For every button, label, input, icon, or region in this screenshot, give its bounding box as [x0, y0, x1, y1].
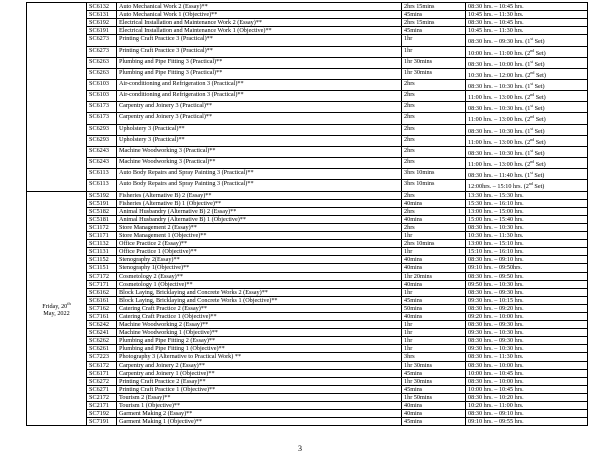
exam-time: 10:00 hrs. – 10:45 hrs.: [466, 369, 588, 377]
subject-code: SC5191: [87, 199, 117, 207]
subject-name: Auto Body Repairs and Spray Painting 3 (Practical)**: [117, 180, 402, 191]
subject-code: SC5192: [87, 191, 117, 199]
exam-time: 15:00 hrs. – 15:40 hrs.: [466, 215, 588, 223]
subject-code: SC6171: [87, 369, 117, 377]
exam-duration: 2hrs: [402, 91, 466, 102]
table-row: [27, 124, 588, 135]
set-ordinal: st: [530, 147, 534, 153]
subject-code: SC1152: [87, 256, 117, 264]
subject-name: Block Laying, Bricklaying and Concrete Works 1 (Objective)**: [117, 296, 402, 304]
table-row: [27, 361, 588, 369]
page-number: 3: [298, 444, 302, 453]
table-row: [27, 377, 588, 385]
exam-duration: 2hrs: [402, 135, 466, 146]
exam-time: 09:10 hrs. – 09:50hrs.: [466, 264, 588, 272]
subject-name: Stenography 2(Essay)**: [117, 256, 402, 264]
exam-time: 09:10 hrs. – 09:55 hrs.: [466, 418, 588, 426]
exam-time: 13:30 hrs. – 15:30 hrs.: [466, 191, 588, 199]
subject-code: SC6261: [87, 345, 117, 353]
exam-duration: 3hrs 10mins: [402, 169, 466, 180]
exam-duration: 2hrs: [402, 158, 466, 169]
exam-duration: 1hr 20mins: [402, 272, 466, 280]
set-label: Set): [534, 94, 546, 102]
table-row: [27, 304, 588, 312]
subject-name: Store Management 2 (Essay)**: [117, 223, 402, 231]
blank-date-cell: [27, 3, 87, 192]
exam-time: 15:10 hrs. – 16:10 hrs.: [466, 248, 588, 256]
set-label: Set): [533, 127, 545, 135]
table-row: [27, 393, 588, 401]
exam-time: 09:20 hrs. – 10:00 hrs.: [466, 312, 588, 320]
subject-code: SC6162: [87, 288, 117, 296]
exam-duration: 2hrs: [402, 113, 466, 124]
exam-time: 10:30 hrs. – 11:30 hrs.: [466, 232, 588, 240]
subject-code: SC6293: [87, 135, 117, 146]
subject-code: SC1172: [87, 223, 117, 231]
subject-name: Printing Craft Practice 3 (Practical)**: [117, 35, 402, 46]
set-ordinal: nd: [530, 136, 535, 142]
table-row: [27, 418, 588, 426]
subject-code: SC6173: [87, 113, 117, 124]
table-row: [27, 191, 588, 199]
exam-time: 13:00 hrs. – 15:10 hrs.: [466, 240, 588, 248]
subject-name: Plumbing and Pipe Fitting 3 (Practical)**: [117, 57, 402, 68]
subject-code: SC7192: [87, 410, 117, 418]
subject-name: Electrical Installation and Maintenance Work 1 (Objective)**: [117, 27, 402, 35]
exam-duration: 40mins: [402, 280, 466, 288]
exam-time: 09:30 hrs. – 10:30 hrs.: [466, 329, 588, 337]
exam-time: 08:30 hrs. – 10:00 hrs.: [466, 377, 588, 385]
set-label: Set): [534, 116, 546, 124]
subject-name: Upholstery 3 (Practical)**: [117, 124, 402, 135]
table-row: [27, 337, 588, 345]
exam-duration: 45mins: [402, 385, 466, 393]
exam-duration: 1hr: [402, 46, 466, 57]
table-row: [27, 207, 588, 215]
date-cell: [27, 191, 87, 426]
exam-duration: 2hrs 15mins: [402, 3, 466, 11]
table-row: [27, 329, 588, 337]
exam-duration: 1hr: [402, 337, 466, 345]
subject-code: SC6131: [87, 11, 117, 19]
exam-duration: 1hr: [402, 288, 466, 296]
exam-time: [466, 57, 588, 68]
table-row: [27, 180, 588, 191]
subject-name: Tourism 1 (Objective)**: [117, 402, 402, 410]
table-row: [27, 35, 588, 46]
exam-time: [466, 80, 588, 91]
date-suffix: th: [67, 300, 71, 306]
subject-name: Animal Husbandry (Alternative B) 1 (Objective)**: [117, 215, 402, 223]
exam-duration: 1hr 30mins: [402, 57, 466, 68]
exam-time-text: 11:00 hrs. – 13:00 hrs. (2: [468, 116, 531, 124]
subject-name: Catering Craft Practice 2 (Essay)**: [117, 304, 402, 312]
table-row: [27, 3, 588, 11]
exam-duration: 1hr 30mins: [402, 361, 466, 369]
exam-duration: 2hrs: [402, 124, 466, 135]
exam-time: 08:30 hrs. – 09:10 hrs.: [466, 410, 588, 418]
subject-code: SC6263: [87, 68, 117, 79]
table-row: [27, 169, 588, 180]
set-ordinal: st: [530, 125, 534, 131]
set-ordinal: nd: [530, 159, 535, 165]
set-ordinal: nd: [530, 92, 535, 98]
subject-code: SC6113: [87, 180, 117, 191]
subject-code: SC6262: [87, 337, 117, 345]
exam-duration: 40mins: [402, 264, 466, 272]
exam-duration: 1hr: [402, 345, 466, 353]
exam-time: 08:30 hrs. – 09:50 hrs.: [466, 272, 588, 280]
table-row: [27, 264, 588, 272]
subject-name: Printing Craft Practice 1 (Objective)**: [117, 385, 402, 393]
set-ordinal: st: [530, 81, 534, 86]
subject-name: Printing Craft Practice 3 (Practical)**: [117, 46, 402, 57]
subject-code: SC6242: [87, 321, 117, 329]
exam-duration: 2hrs 15mins: [402, 19, 466, 27]
set-ordinal: st: [530, 103, 534, 109]
exam-time-text: 10:30 hrs. – 12:00 hrs. (2: [468, 71, 531, 79]
exam-time: 08:30 hrs. – 09:10 hrs.: [466, 256, 588, 264]
subject-name: Fisheries (Alternative B) 2 (Essay)**: [117, 191, 402, 199]
exam-time: [466, 135, 588, 146]
exam-time-text: 08:30 hrs. – 09:30 hrs. (1: [468, 38, 531, 46]
subject-code: SC6273: [87, 46, 117, 57]
exam-time-text: 08:30 hrs. – 10:30 hrs. (1: [468, 127, 531, 135]
set-ordinal: nd: [530, 47, 535, 53]
subject-code: SC6272: [87, 377, 117, 385]
exam-duration: 40mins: [402, 402, 466, 410]
table-row: [27, 68, 588, 79]
subject-name: Plumbing and Pipe Fitting 3 (Practical)**: [117, 68, 402, 79]
exam-time-text: 10:00 hrs. – 11:00 hrs. (2: [468, 49, 531, 57]
exam-time: [466, 102, 588, 113]
set-ordinal: nd: [530, 69, 535, 75]
subject-code: SC2172: [87, 393, 117, 401]
table-row: [27, 11, 588, 19]
table-row: [27, 321, 588, 329]
exam-duration: 40mins: [402, 410, 466, 418]
table-row: [27, 280, 588, 288]
subject-code: SC6243: [87, 158, 117, 169]
exam-duration: 45mins: [402, 11, 466, 19]
set-label: Set): [532, 172, 545, 180]
subject-name: Carpentry and Joinery 3 (Practical)**: [117, 113, 402, 124]
exam-time: [466, 169, 588, 180]
subject-name: Cosmetology 2 (Essay)**: [117, 272, 402, 280]
exam-time: 09:50 hrs. – 10:30 hrs.: [466, 280, 588, 288]
exam-time: [466, 180, 588, 191]
subject-code: SC6191: [87, 27, 117, 35]
exam-duration: 40mins: [402, 312, 466, 320]
table-row: [27, 288, 588, 296]
subject-code: SC6263: [87, 57, 117, 68]
table-row: [27, 240, 588, 248]
table-row: [27, 232, 588, 240]
subject-name: Block Laying, Bricklaying and Concrete Works 2 (Essay)**: [117, 288, 402, 296]
exam-time: 08:30 hrs. – 09:30 hrs.: [466, 321, 588, 329]
exam-duration: 45mins: [402, 296, 466, 304]
exam-time: 08:30 hrs. – 10:30 hrs.: [466, 223, 588, 231]
table-row: [27, 19, 588, 27]
subject-code: SC6132: [87, 3, 117, 11]
subject-name: Cosmetology 1 (Objective)**: [117, 280, 402, 288]
exam-time: [466, 124, 588, 135]
exam-time: [466, 35, 588, 46]
exam-time-text: 11:00 hrs. – 13:00 hrs. (2: [468, 94, 531, 102]
table-row: [27, 248, 588, 256]
exam-duration: 2hrs: [402, 146, 466, 157]
subject-code: SC7161: [87, 312, 117, 320]
table-row: [27, 312, 588, 320]
subject-code: SC1131: [87, 248, 117, 256]
subject-code: SC6243: [87, 146, 117, 157]
exam-time: 08:30 hrs. – 10:45 hrs.: [466, 19, 588, 27]
subject-code: SC6271: [87, 385, 117, 393]
subject-name: Plumbing and Pipe Fitting 1 (Objective)**: [117, 345, 402, 353]
table-row: [27, 102, 588, 113]
subject-code: SC5181: [87, 215, 117, 223]
exam-duration: 40mins: [402, 199, 466, 207]
table-row: [27, 296, 588, 304]
exam-duration: 2hrs: [402, 191, 466, 199]
exam-duration: 45mins: [402, 369, 466, 377]
subject-name: Machine Woodworking 1 (Objective)**: [117, 329, 402, 337]
subject-name: Office Practice 1 (Objective)**: [117, 248, 402, 256]
exam-duration: 1hr: [402, 248, 466, 256]
set-label: Set): [533, 38, 545, 46]
subject-name: Machine Woodworking 3 (Practical)**: [117, 158, 402, 169]
subject-code: SC6273: [87, 35, 117, 46]
subject-code: SC7162: [87, 304, 117, 312]
subject-code: SC2171: [87, 402, 117, 410]
exam-duration: 40mins: [402, 215, 466, 223]
set-label: Set): [533, 150, 545, 157]
exam-time-text: 12:00hrs. – 15:10 hrs. (2: [468, 183, 529, 191]
subject-name: Upholstery 3 (Practical)**: [117, 135, 402, 146]
exam-time-text: 08:30 hrs. – 10:30 hrs. (1: [468, 150, 531, 157]
exam-time-text: 08:30 hrs. – 10:00 hrs. (1: [468, 60, 531, 68]
exam-time-text: 11:00 hrs. – 13:00 hrs. (2: [468, 161, 531, 169]
exam-duration: 2hrs: [402, 80, 466, 91]
exam-time: [466, 68, 588, 79]
table-row: [27, 369, 588, 377]
exam-time: 09:30 hrs. – 10:30 hrs.: [466, 345, 588, 353]
exam-duration: 1hr 30mins: [402, 68, 466, 79]
date-day: Friday, 20: [42, 302, 68, 310]
table-row: [27, 57, 588, 68]
subject-name: Stenography 1(Objective)**: [117, 264, 402, 272]
exam-time: 08:30 hrs. – 10:00 hrs.: [466, 361, 588, 369]
exam-duration: 45mins: [402, 418, 466, 426]
exam-duration: 1hr: [402, 232, 466, 240]
subject-code: SC6103: [87, 91, 117, 102]
subject-code: SC6113: [87, 169, 117, 180]
subject-name: Animal Husbandry (Alternative B) 2 (Essay)**: [117, 207, 402, 215]
table-row: [27, 27, 588, 35]
set-label: Set): [533, 83, 545, 91]
exam-time: 15:30 hrs. – 16:10 hrs.: [466, 199, 588, 207]
subject-code: SC6241: [87, 329, 117, 337]
table-row: [27, 272, 588, 280]
subject-name: Garment Making 2 (Essay)**: [117, 410, 402, 418]
subject-name: Auto Mechanical Work 2 (Essay)**: [117, 3, 402, 11]
subject-name: Air-conditioning and Refrigeration 3 (Practical)**: [117, 91, 402, 102]
subject-code: SC7171: [87, 280, 117, 288]
exam-duration: 1hr 30mins: [402, 377, 466, 385]
set-label: Set): [534, 138, 546, 146]
table-row: [27, 353, 588, 361]
exam-time: [466, 46, 588, 57]
subject-code: SC1171: [87, 232, 117, 240]
exam-duration: 45mins: [402, 27, 466, 35]
exam-duration: 40mins: [402, 256, 466, 264]
exam-duration: 2hrs 10mins: [402, 240, 466, 248]
timetable-body: [27, 3, 588, 426]
exam-time: 08:30 hrs. – 10:20 hrs.: [466, 393, 588, 401]
subject-name: Garment Making 1 (Objective)**: [117, 418, 402, 426]
table-row: [27, 135, 588, 146]
exam-time: [466, 146, 588, 157]
subject-code: SC6293: [87, 124, 117, 135]
subject-name: Carpentry and Joinery 3 (Practical)**: [117, 102, 402, 113]
exam-time: 08:30 hrs. – 09:30 hrs.: [466, 337, 588, 345]
table-row: [27, 199, 588, 207]
subject-code: SC5182: [87, 207, 117, 215]
subject-name: Air-conditioning and Refrigeration 3 (Practical)**: [117, 80, 402, 91]
set-label: Set): [534, 71, 546, 79]
set-label: Set): [534, 161, 546, 169]
exam-duration: 1hr: [402, 321, 466, 329]
set-label: Set): [533, 60, 545, 68]
exam-time: [466, 158, 588, 169]
table-row: [27, 402, 588, 410]
set-ordinal: nd: [530, 114, 535, 120]
subject-code: SC7223: [87, 353, 117, 361]
exam-duration: 3hrs 10mins: [402, 180, 466, 191]
exam-time: 10:20 hrs. – 11:00 hrs.: [466, 402, 588, 410]
table-row: [27, 256, 588, 264]
table-row: [27, 345, 588, 353]
subject-name: Carpentry and Joinery 2 (Essay)**: [117, 361, 402, 369]
table-row: [27, 410, 588, 418]
table-row: [27, 113, 588, 124]
exam-time: 08:30 hrs. – 11:30 hrs.: [466, 353, 588, 361]
table-row: [27, 385, 588, 393]
exam-time: 08:30 hrs. – 10:45 hrs.: [466, 3, 588, 11]
exam-time: [466, 91, 588, 102]
subject-name: Auto Body Repairs and Spray Painting 3 (Practical)**: [117, 169, 402, 180]
subject-code: SC6172: [87, 361, 117, 369]
exam-time-text: 11:00 hrs. – 13:00 hrs. (2: [468, 138, 531, 146]
table-row: [27, 80, 588, 91]
exam-time: 08:30 hrs. – 09:30 hrs.: [466, 288, 588, 296]
table-row: [27, 223, 588, 231]
table-row: [27, 146, 588, 157]
set-ordinal: nd: [528, 181, 533, 187]
subject-name: Plumbing and Pipe Fitting 2 (Essay)**: [117, 337, 402, 345]
exam-duration: 1hr: [402, 35, 466, 46]
subject-code: SC7191: [87, 418, 117, 426]
subject-name: Carpentry and Joinery 1 (Objective)**: [117, 369, 402, 377]
subject-name: Printing Craft Practice 2 (Essay)**: [117, 377, 402, 385]
subject-name: Tourism 2 (Essay)**: [117, 393, 402, 401]
exam-time-text: 08:30 hrs. – 10:30 hrs. (1: [468, 105, 531, 113]
exam-time-text: 08:30 hrs. – 10:30 hrs. (1: [468, 83, 531, 91]
exam-time: 10:45 hrs. – 11:30 hrs.: [466, 11, 588, 19]
subject-name: Photography 3 (Alternative to Practical Work) **: [117, 353, 402, 361]
set-ordinal: st: [530, 58, 534, 64]
exam-duration: 1hr: [402, 329, 466, 337]
set-label: Set): [532, 183, 545, 191]
table-row: [27, 215, 588, 223]
exam-duration: 3hrs: [402, 353, 466, 361]
subject-name: Store Management 1 (Objective)**: [117, 232, 402, 240]
exam-duration: 2hrs: [402, 223, 466, 231]
exam-time: 10:00 hrs. – 10:45 hrs.: [466, 385, 588, 393]
exam-duration: 50mins: [402, 304, 466, 312]
subject-code: SC6103: [87, 80, 117, 91]
table-row: [27, 46, 588, 57]
subject-code: SC6173: [87, 102, 117, 113]
timetable: [26, 2, 588, 426]
subject-name: Auto Mechanical Work 1 (Objective)**: [117, 11, 402, 19]
table-row: [27, 158, 588, 169]
subject-name: Electrical Installation and Maintenance Work 2 (Essay)**: [117, 19, 402, 27]
subject-code: SC1132: [87, 240, 117, 248]
exam-time: 10:45 hrs. – 11:30 hrs.: [466, 27, 588, 35]
subject-code: SC1151: [87, 264, 117, 272]
subject-name: Catering Craft Practice 1 (Objective)**: [117, 312, 402, 320]
subject-code: SC7172: [87, 272, 117, 280]
exam-duration: 2hrs: [402, 207, 466, 215]
date-month-year: May, 2022: [43, 309, 70, 317]
subject-name: Machine Woodworking 3 (Practical)**: [117, 146, 402, 157]
table-row: [27, 91, 588, 102]
set-ordinal: st: [530, 36, 534, 42]
exam-duration: 2hrs: [402, 102, 466, 113]
exam-duration: 1hr 50mins: [402, 393, 466, 401]
exam-time: 08:30 hrs. – 09:20 hrs.: [466, 304, 588, 312]
set-label: Set): [533, 105, 545, 113]
subject-name: Machine Woodworking 2 (Essay)**: [117, 321, 402, 329]
subject-code: SC6192: [87, 19, 117, 27]
exam-time: 13:00 hrs. – 15:00 hrs.: [466, 207, 588, 215]
subject-name: Office Practice 2 (Essay)**: [117, 240, 402, 248]
set-label: Set): [534, 49, 546, 57]
exam-time-text: 08:30 hrs. – 11:40 hrs. (1: [468, 172, 531, 180]
set-ordinal: st: [530, 170, 533, 176]
subject-code: SC6161: [87, 296, 117, 304]
subject-name: Fisheries (Alternative B) 1 (Objective)**: [117, 199, 402, 207]
exam-time: 09:30 hrs. – 10:15 hrs.: [466, 296, 588, 304]
exam-time: [466, 113, 588, 124]
